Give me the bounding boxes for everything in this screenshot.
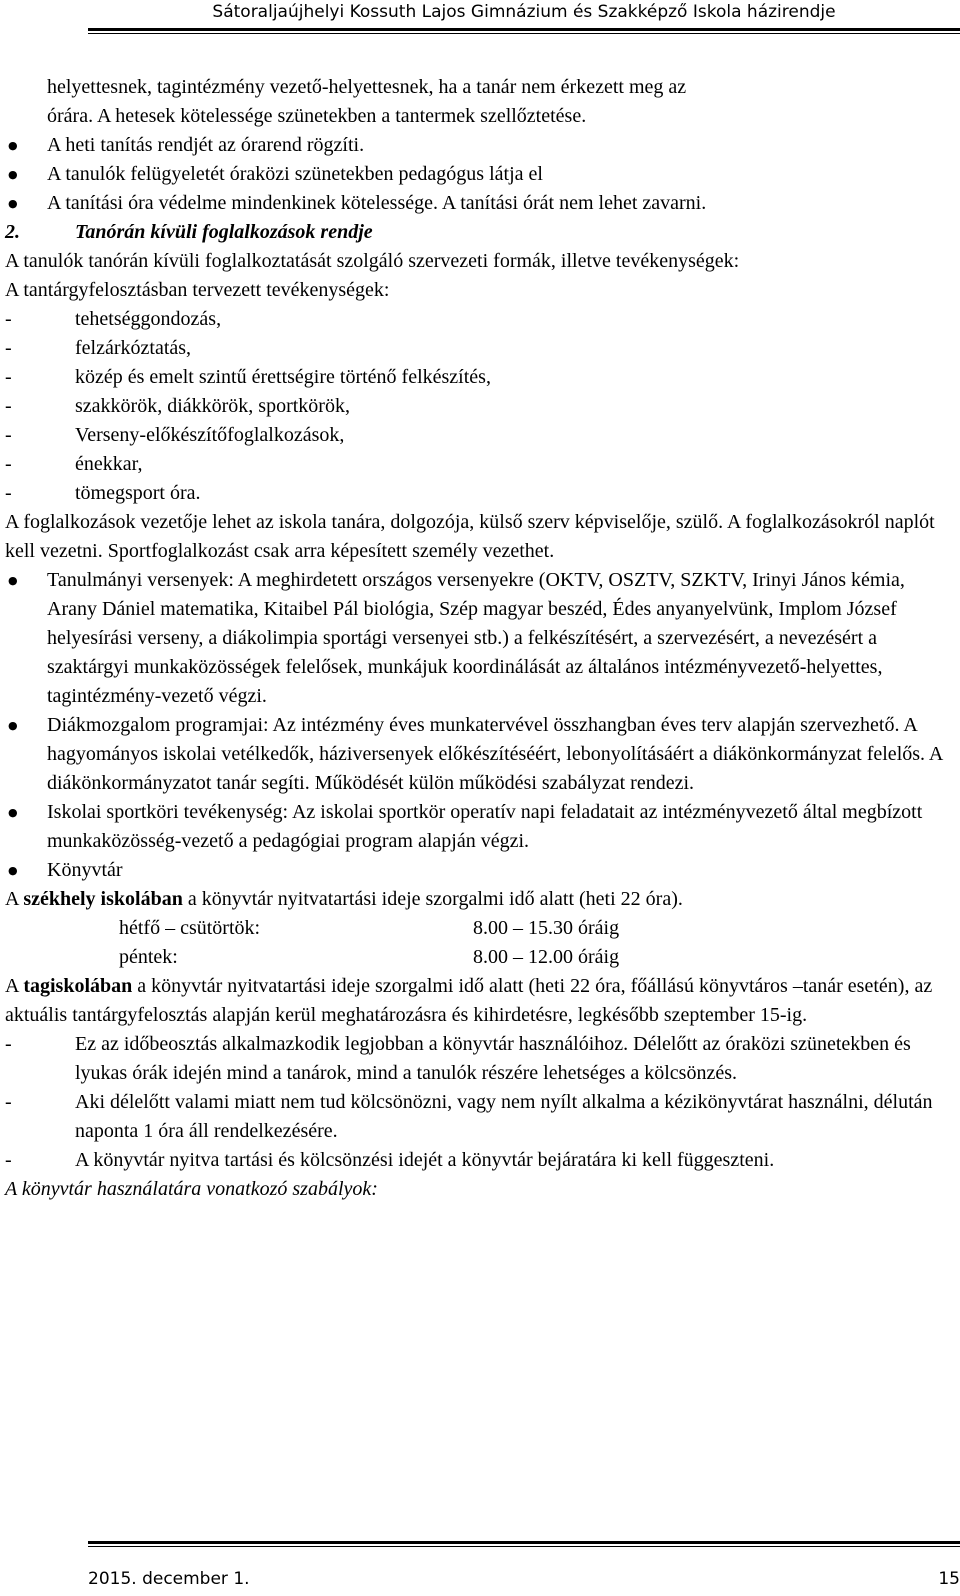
library-paragraph <box>5 972 955 1030</box>
activity-item: - énekkar, <box>5 450 955 479</box>
schedule-row <box>5 914 955 943</box>
text: a könyvtár nyitvatartási ideje szorgalmi idő alatt (heti 22 óra, főállású könyvtáros –tanár esetén), az aktuális tantárgyfelosztás alapján kerül meghatározásra és kihirdetésre, legkésőbb szeptember 15-ig. <box>5 975 933 1026</box>
activity-item: - közép és emelt szintű érettségire történő felkészítés, <box>5 363 955 392</box>
schedule-row <box>5 943 955 972</box>
page-number: 15 <box>938 1569 960 1589</box>
activity-item: - tehetséggondozás, <box>5 305 955 334</box>
section-heading <box>5 218 955 247</box>
bullet-item: ● Tanulmányi versenyek: A meghirdetett országos versenyekre (OKTV, OSZTV, SZKTV, Irinyi János kémia, Arany Dániel matematika, Kitaibel Pál biológia, Szép magyar beszéd, Édes anyanyelvünk, Implom József helyesírási verseny, a diákolimpia sportági versenyei stb.) a felkészítésért, a szervezésért, a nevezésért a szaktárgyi munkaközösségek felelősek, munkájuk koordinálását az általános intézményvezető-helyettes, tagintézmény-vezető végzi. <box>5 566 955 711</box>
schedule-day: péntek: <box>119 946 178 968</box>
text: A <box>5 975 24 997</box>
footer-rule-thin <box>88 1546 960 1547</box>
section-title: Tanórán kívüli foglalkozások rendje <box>75 221 373 243</box>
bold-text: tagiskolában <box>23 975 133 997</box>
bullet-item: ● Könyvtár <box>5 856 955 885</box>
activity-item: - tömegsport óra. <box>5 479 955 508</box>
schedule-day: hétfő – csütörtök: <box>119 917 261 939</box>
bold-text: székhely iskolában <box>23 888 183 910</box>
bullet-item: ● A heti tanítás rendjét az órarend rögzíti. <box>5 131 955 160</box>
activity-item: - szakkörök, diákkörök, sportkörök, <box>5 392 955 421</box>
section-number: 2. <box>5 221 20 243</box>
closing-line: A könyvtár használatára vonatkozó szabályok: <box>5 1178 378 1200</box>
page-header: Sátoraljaújhelyi Kossuth Lajos Gimnázium és Szakképző Iskola házirendje <box>212 2 836 22</box>
library-rule: - A könyvtár nyitva tartási és kölcsönzési idejét a könyvtár bejáratára ki kell függeszteni. <box>5 1146 955 1175</box>
header-rule <box>88 28 960 31</box>
bullet-item: ● Diákmozgalom programjai: Az intézmény éves munkatervével összhangban éves terv alapján szervezhető. A hagyományos iskolai vetélkedők, háziversenyek előkészítéséért, lebonyolításáért a diákönkormányzat felelős. A diákönkormányzatot tanár segíti. Működését külön működési szabályzat rendezi. <box>5 711 955 798</box>
paragraph: A tantárgyfelosztásban tervezett tevékenységek: <box>5 279 390 301</box>
text: A <box>5 888 24 910</box>
schedule-time: 8.00 – 15.30 óráig <box>473 917 620 939</box>
schedule-time: 8.00 – 12.00 óráig <box>473 946 620 968</box>
intro-line: órára. A hetesek kötelessége szünetekben a tantermek szellőztetése. <box>47 105 587 127</box>
intro-line: helyettesnek, tagintézmény vezető-helyettesnek, ha a tanár nem érkezett meg az <box>47 76 687 98</box>
paragraph: A tanulók tanórán kívüli foglalkoztatását szolgáló szervezeti formák, illetve tevékenységek: <box>5 250 740 272</box>
library-rule: - Aki délelőtt valami miatt nem tud kölcsönözni, vagy nem nyílt alkalma a kézikönyvtárat használni, délután naponta 1 óra áll rendelkezésére. <box>5 1088 955 1146</box>
bullet-item: ● A tanítási óra védelme mindenkinek kötelessége. A tanítási órát nem lehet zavarni. <box>5 189 955 218</box>
paragraph: A foglalkozások vezetője lehet az iskola tanára, dolgozója, külső szerv képviselője, szülő. A foglalkozásokról naplót kell vezetni. Sportfoglalkozást csak arra képesített személy vezethet. <box>5 511 935 562</box>
footer-date: 2015. december 1. <box>88 1569 250 1589</box>
header-rule-thin <box>88 33 960 34</box>
footer-rule <box>88 1541 960 1544</box>
bullet-item: ● Iskolai sportköri tevékenység: Az iskolai sportkör operatív napi feladatait az intézményvezető által megbízott munkaközösség-vezető a pedagógiai program alapján végzi. <box>5 798 955 856</box>
bullet-item: ● A tanulók felügyeletét óraközi szünetekben pedagógus látja el <box>5 160 955 189</box>
text: a könyvtár nyitvatartási ideje szorgalmi idő alatt (heti 22 óra). <box>182 888 683 910</box>
library-paragraph <box>5 885 955 914</box>
document-body <box>5 73 955 1204</box>
activity-item: - felzárkóztatás, <box>5 334 955 363</box>
activity-item: - Verseny-előkészítőfoglalkozások, <box>5 421 955 450</box>
library-rule: - Ez az időbeosztás alkalmazkodik legjobban a könyvtár használóihoz. Délelőtt az óraközi szünetekben és lyukas órák idején mind a tanárok, mind a tanulók részére lehetséges a kölcsönzés. <box>5 1030 955 1088</box>
